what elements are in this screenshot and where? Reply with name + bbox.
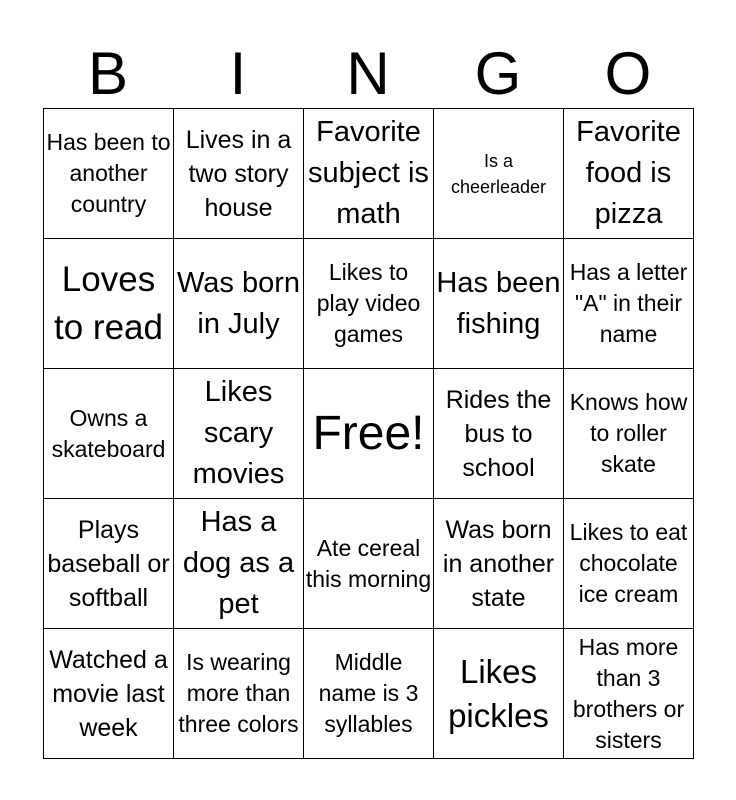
bingo-card <box>43 108 694 759</box>
bingo-cell <box>44 109 174 239</box>
header-letter-o: O <box>604 40 652 107</box>
header-letter-g: G <box>474 40 522 107</box>
cell-text: Likes to play video games <box>316 259 421 347</box>
bingo-cell <box>44 629 174 759</box>
bingo-cell <box>304 239 434 369</box>
bingo-cell <box>44 499 174 629</box>
header-letter-b: B <box>87 40 129 107</box>
cell-text: Has a letter "A" in their name <box>569 259 688 347</box>
cell-text: Favorite subject is math <box>308 116 429 230</box>
bingo-cell <box>44 369 174 499</box>
cell-text: Was born in another state <box>442 515 555 612</box>
cell-text: Knows how to roller skate <box>569 389 688 477</box>
bingo-cell-free <box>304 369 434 499</box>
cell-text: Was born in July <box>176 266 301 340</box>
bingo-cell <box>564 369 694 499</box>
bingo-cell <box>434 109 564 239</box>
bingo-cell <box>434 499 564 629</box>
cell-text: Is a cheerleader <box>450 150 547 197</box>
cell-text: Free! <box>312 406 425 460</box>
bingo-header <box>43 40 693 108</box>
bingo-cell <box>174 629 304 759</box>
bingo-cell <box>564 239 694 369</box>
bingo-cell <box>434 239 564 369</box>
bingo-cell <box>434 629 564 759</box>
cell-text: Middle name is 3 syllables <box>318 649 419 737</box>
cell-text: Plays baseball or softball <box>47 515 170 612</box>
bingo-cell <box>564 629 694 759</box>
cell-text: Has a dog as a pet <box>182 506 295 620</box>
cell-text: Rides the bus to school <box>445 385 552 482</box>
bingo-cell <box>174 499 304 629</box>
bingo-cell <box>174 239 304 369</box>
cell-text: Likes to eat chocolate ice cream <box>569 519 688 607</box>
header-letter-n: N <box>346 40 390 107</box>
cell-text: Owns a skateboard <box>51 404 166 462</box>
bingo-cell <box>304 109 434 239</box>
bingo-cell <box>304 499 434 629</box>
cell-text: Has been to another country <box>46 129 171 217</box>
cell-text: Has been fishing <box>436 266 561 340</box>
cell-text: Ate cereal this morning <box>305 534 432 592</box>
cell-text: Is wearing more than three colors <box>178 649 299 737</box>
cell-text: Likes pickles <box>448 652 549 734</box>
bingo-cell <box>304 629 434 759</box>
cell-text: Lives in a two story house <box>185 125 292 222</box>
bingo-cell <box>434 369 564 499</box>
cell-text: Favorite food is pizza <box>576 116 681 230</box>
bingo-cell <box>564 499 694 629</box>
cell-text: Has more than 3 brothers or sisters <box>572 633 685 753</box>
cell-text: Loves to read <box>54 259 163 347</box>
bingo-cell <box>564 109 694 239</box>
header-letter-i: I <box>229 40 247 107</box>
bingo-cell <box>44 239 174 369</box>
bingo-cell <box>174 109 304 239</box>
cell-text: Likes scary movies <box>192 376 285 490</box>
bingo-cell <box>174 369 304 499</box>
cell-text: Watched a movie last week <box>49 645 168 742</box>
